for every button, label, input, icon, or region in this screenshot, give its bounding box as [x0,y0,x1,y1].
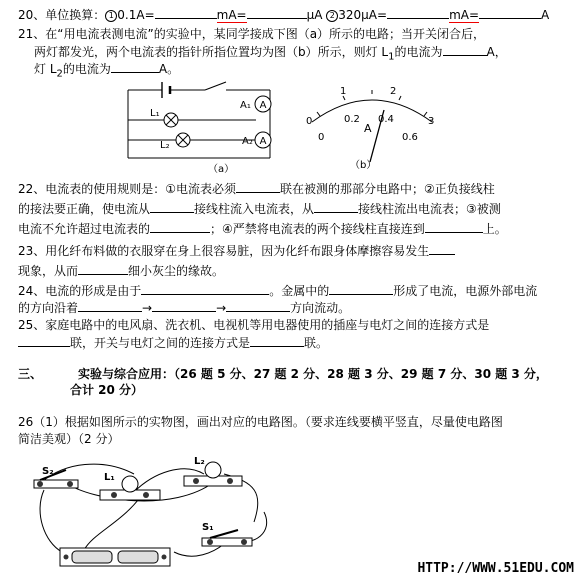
q23-line-2 [18,262,224,279]
q22-text-1b: 联在被测的那部分电路中；②正负接线柱 [280,182,495,196]
q24-text-2b: 方向流动。 [290,301,351,315]
scale-bottom-0: 0 [318,132,325,143]
scale-bottom-2: 0.4 [378,114,394,125]
q20-item2-unit-end: A [541,8,550,22]
label-l2: L₂ [160,140,170,151]
q20-item1-value: 0.1A= [117,8,155,22]
q22-text-2b: 接线柱流入电流表，从 [194,202,315,216]
q24-line-2 [18,299,350,316]
q22-line-3 [18,220,507,237]
answer-blank[interactable] [479,6,541,19]
answer-blank[interactable] [425,220,483,233]
scale-top-3: 3 [428,116,435,127]
q23-text-2a: 现象，从而 [18,264,79,278]
unit: A， [486,45,507,59]
caption-a: （a） [208,164,235,174]
q20-item2-value: 320μA= [338,8,388,22]
answer-blank[interactable] [141,282,269,295]
ammeter-dial-b [300,80,450,172]
q25-line-2 [18,334,328,351]
label-s1: S₁ [202,522,214,533]
answer-blank[interactable] [150,220,210,233]
q22-text-3b: ；④严禁将电流表的两个接线柱直接连到 [210,222,425,236]
label-s2: S₂ [42,466,54,477]
lamp-l2 [176,133,190,147]
q23-line-1 [18,242,455,259]
q24-text-2a: 的方向沿着 [18,301,79,315]
q23-text-2b: 细小灰尘的缘故。 [128,264,225,278]
lamp-l1 [164,113,178,127]
q21-line-1: 21、在“用电流表测电流”的实验中，某同学接成下图（a）所示的电路；当开关闭合后， [18,27,486,41]
q25-text-2a: 联，开关与电灯之间的连接方式是 [70,336,251,350]
q22-text-3a: 电流不允许超过电流表的 [18,222,151,236]
q20-item1-unit-mid: mA= [216,8,247,22]
q24-text-1a: 24、电流的形成是由于 [18,284,142,298]
answer-blank[interactable] [78,262,128,275]
section-title: 实验与综合应用：（26 题 5 分、27 题 2 分、28 题 3 分、29 题 7 分、30 题 3 分， [78,367,548,381]
circled-number-1: 1 [105,10,117,22]
section-3-heading-2: 合计 20 分） [70,383,144,397]
circuit-diagram-a [120,78,300,174]
scale-top-0: 0 [306,116,313,127]
subscript: 1 [388,51,395,63]
q22-line-2 [18,200,501,217]
question-20 [18,6,549,23]
battery-pack [60,548,170,566]
label-l1-physical: L₁ [104,472,115,483]
svg-text:A: A [259,136,267,147]
answer-blank[interactable] [329,282,393,295]
label-l2-physical: L₂ [194,456,205,467]
q21-line3-text: 灯 L [34,62,57,76]
arrow-right-icon: → [216,301,227,315]
svg-text:A: A [259,100,267,111]
scale-bottom-3: 0.6 [402,132,418,143]
scale-top-1: 1 [340,86,347,97]
q20-item2-unit-mid: mA= [449,8,480,22]
q24-text-1b: 。金属中的 [269,284,330,298]
scale-top-2: 2 [390,86,397,97]
q21-line3-text-b: 的电流为 [62,62,111,76]
answer-blank[interactable] [429,242,455,255]
q22-text-1a: 22、电流表的使用规则是：①电流表必须 [18,182,237,196]
q21-line2-text: 两灯都发光，两个电流表的指针所指位置均为图（b）所示，则灯 L [34,45,389,59]
q20-prefix: 20、单位换算： [18,8,106,22]
unit: A。 [158,62,180,76]
q24-text-1c: 形成了电流，电源外部电流 [393,284,538,298]
section-number: 三、 [18,367,43,381]
answer-blank[interactable] [443,43,487,56]
q22-line-1 [18,180,495,197]
answer-blank[interactable] [18,334,70,347]
answer-blank[interactable] [236,180,280,193]
site-url-watermark: HTTP://WWW.51EDU.COM [417,561,574,576]
label-a2: A₂ [242,136,253,147]
answer-blank[interactable] [247,6,307,19]
section-3-heading [18,366,548,382]
lamp-l2-physical [184,462,242,486]
label-a1: A₁ [240,100,251,111]
label-l1: L₁ [150,108,160,119]
answer-blank[interactable] [152,299,216,312]
answer-blank[interactable] [314,200,358,213]
answer-blank[interactable] [250,334,304,347]
answer-blank[interactable] [78,299,142,312]
q25-line-1: 25、家庭电路中的电风扇、洗衣机、电视机等用电器使用的插座与电灯之间的连接方式是 [18,318,490,332]
answer-blank[interactable] [387,6,449,19]
q26-line-1: 26（1）根据如图所示的实物图，画出对应的电路图。（要求连线要横平竖直，尽量使电路图 [18,415,503,429]
answer-blank[interactable] [226,299,290,312]
q22-text-2c: 接线柱流出电流表；③被测 [358,202,501,216]
subscript: 2 [56,68,63,80]
q20-item1-unit-end: μA [306,8,323,22]
q25-text-2b: 联。 [304,336,329,350]
q22-text-2a: 的接法要正确，使电流从 [18,202,151,216]
q23-text-1a: 23、用化纤布料做的衣服穿在身上很容易脏，因为化纤布跟身体摩擦容易发生 [18,244,430,258]
scale-bottom-1: 0.2 [344,114,360,125]
answer-blank[interactable] [150,200,194,213]
physical-circuit-diagram [24,452,294,570]
caption-b: （b） [350,160,377,171]
q22-text-3c: 上。 [482,222,507,236]
answer-blank[interactable] [111,60,159,73]
ammeter-a1 [255,96,271,112]
q21-line2-text-b: 的电流为 [394,45,443,59]
ammeter-a2 [255,132,271,148]
dial-center-label: A [364,122,372,135]
circled-number-2: 2 [326,10,338,22]
q24-line-1 [18,282,537,299]
q26-line-2: 简洁美观）（2 分） [18,432,120,446]
answer-blank[interactable] [155,6,217,19]
arrow-right-icon: → [142,301,153,315]
